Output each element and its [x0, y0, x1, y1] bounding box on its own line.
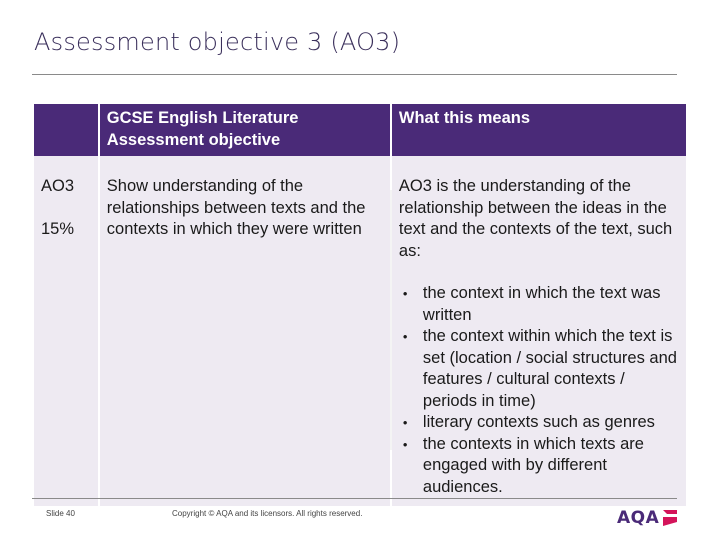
page-title: Assessment objective 3 (AO3)	[34, 28, 401, 56]
list-item: • the context in which the text was written	[402, 284, 661, 324]
ao-cell	[34, 170, 98, 506]
table-header-row	[34, 104, 686, 156]
header-cell-meaning: What this means	[392, 104, 686, 156]
list-item: • the context within which the text is set (location / social structures and features / cultural contexts / periods in time)	[402, 327, 677, 410]
meaning-intro: AO3 is the understanding of the relationship between the ideas in the text and the contexts of the text, such as:	[398, 177, 673, 260]
title-divider	[32, 74, 677, 75]
list-item: • the contexts in which texts are engaged with by different audiences.	[402, 434, 644, 496]
bullet-icon: •	[402, 415, 408, 430]
ao-label: AO3	[41, 177, 75, 195]
objective-cell: Show understanding of the relationships between texts and the contexts in which they were written	[100, 170, 390, 506]
bullet-icon: •	[402, 329, 408, 344]
aqa-logo	[617, 506, 681, 532]
table-row	[34, 170, 686, 506]
header-cell-objective: GCSE English Literature Assessment objective	[100, 104, 390, 156]
aqa-logo-mark-icon	[661, 508, 679, 528]
copyright-notice: Copyright © AQA and its licensors. All rights reserved.	[172, 509, 363, 518]
bullet-icon: •	[402, 436, 408, 452]
bullet-icon: •	[402, 286, 408, 301]
meaning-cell	[392, 170, 686, 506]
context-list	[399, 283, 680, 498]
ao-weight: 15%	[41, 219, 75, 238]
header-cell-ao	[34, 104, 98, 156]
footer-divider	[32, 498, 677, 499]
slide-number: Slide 40	[46, 509, 75, 518]
assessment-table	[32, 104, 688, 506]
logo-text: AQA	[617, 508, 660, 528]
list-item: • literary contexts such as genres	[399, 412, 680, 434]
